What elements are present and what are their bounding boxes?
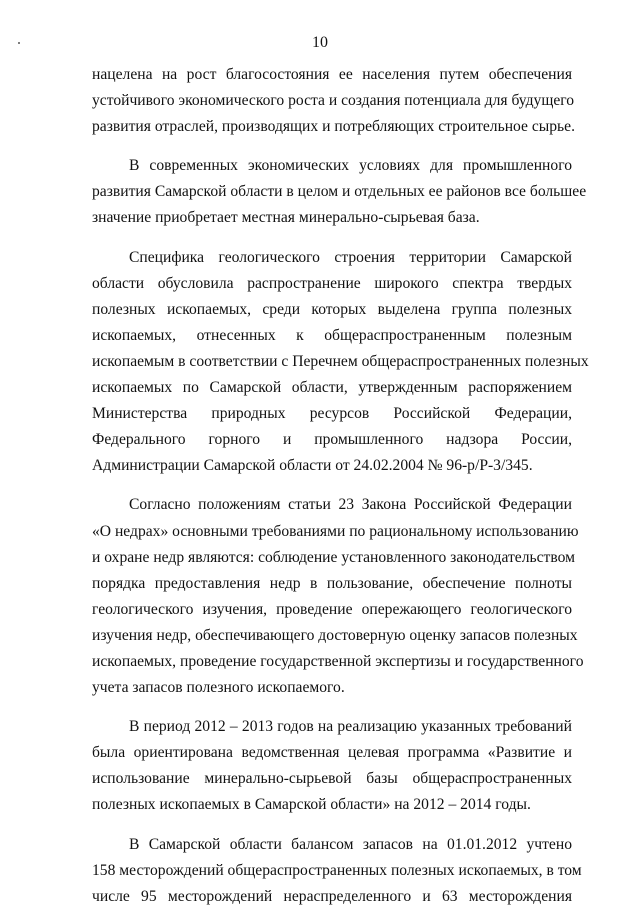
text-line: Специфика геологического строения территории Самарской [129,248,572,266]
text-line: ископаемых, проведение государственной экспертизы и государственного [92,652,584,670]
text-line: нацелена на рост благосостояния ее населения путем обеспечения [92,66,572,83]
text-line: и охране недр являются: соблюдение установленного законодательством [92,548,575,566]
text-line: значение приобретает местная минерально-сырьевая база. [92,209,480,227]
paragraph [92,832,582,910]
text-line: ископаемых по Самарской области, утвержденным распоряжением [92,379,572,397]
text-line: 158 месторождений общераспространенных полезных ископаемых, в том [92,861,582,879]
text-line: развития Самарской области в целом и отдельных ее районов все большее [92,183,587,201]
text-line: развития отраслей, производящих и потребляющих строительное сырье. [92,118,575,136]
text-line: порядка предоставления недр в пользование, обеспечение полноты [92,574,572,592]
text-line: области обусловила распространение широкого спектра твердых [92,274,572,292]
text-line: учета запасов полезного ископаемого. [92,679,345,697]
paragraph [92,714,572,818]
text-line: полезных ископаемых в Самарской области» на 2012 – 2014 годы. [92,796,531,814]
paragraph [92,245,589,480]
text-line: «О недрах» основными требованиями по рациональному использованию [92,522,579,540]
paragraph [92,62,575,140]
text-line: числе 95 месторождений нераспределенного и 63 месторождения [92,887,572,905]
paragraph-gap [92,819,572,832]
text-line: ископаемым в соответствии с Перечнем общераспространенных полезных [92,352,589,370]
text-line: устойчивого экономического роста и создания потенциала для будущего [92,92,575,110]
paragraph-gap [92,140,572,153]
text-line: изучения недр, обеспечивающего достоверную оценку запасов полезных [92,626,578,644]
text-line: ископаемых, отнесенных к общераспространенным полезным [92,326,572,344]
text-line: Министерства природных ресурсов Российской Федерации, [92,405,572,423]
paragraph-gap [92,232,572,245]
text-line: В современных экономических условиях для промышленного [129,157,572,175]
text-line: использование минерально-сырьевой базы общераспространенных [92,770,572,788]
text-line: Федерального горного и промышленного надзора России, [92,431,572,449]
text-line: В период 2012 – 2013 годов на реализацию указанных требований [129,718,572,736]
text-line: геологического изучения, проведение опережающего геологического [92,600,572,618]
paragraph [92,492,584,701]
text-line: полезных ископаемых, среди которых выделена группа полезных [92,300,572,318]
text-line: была ориентирована ведомственная целевая программа «Развитие и [92,744,572,762]
paragraph-gap [92,701,572,714]
text-line: Согласно положениям статьи 23 Закона Российской Федерации [129,496,572,514]
paragraph [92,153,587,231]
page-number: 10 [312,34,328,51]
text-line: В Самарской области балансом запасов на 01.01.2012 учтено [129,835,572,853]
document-body [92,62,589,910]
text-line: Администрации Самарской области от 24.02.2004 № 96-р/Р-3/345. [92,457,533,475]
paragraph-gap [92,479,572,492]
